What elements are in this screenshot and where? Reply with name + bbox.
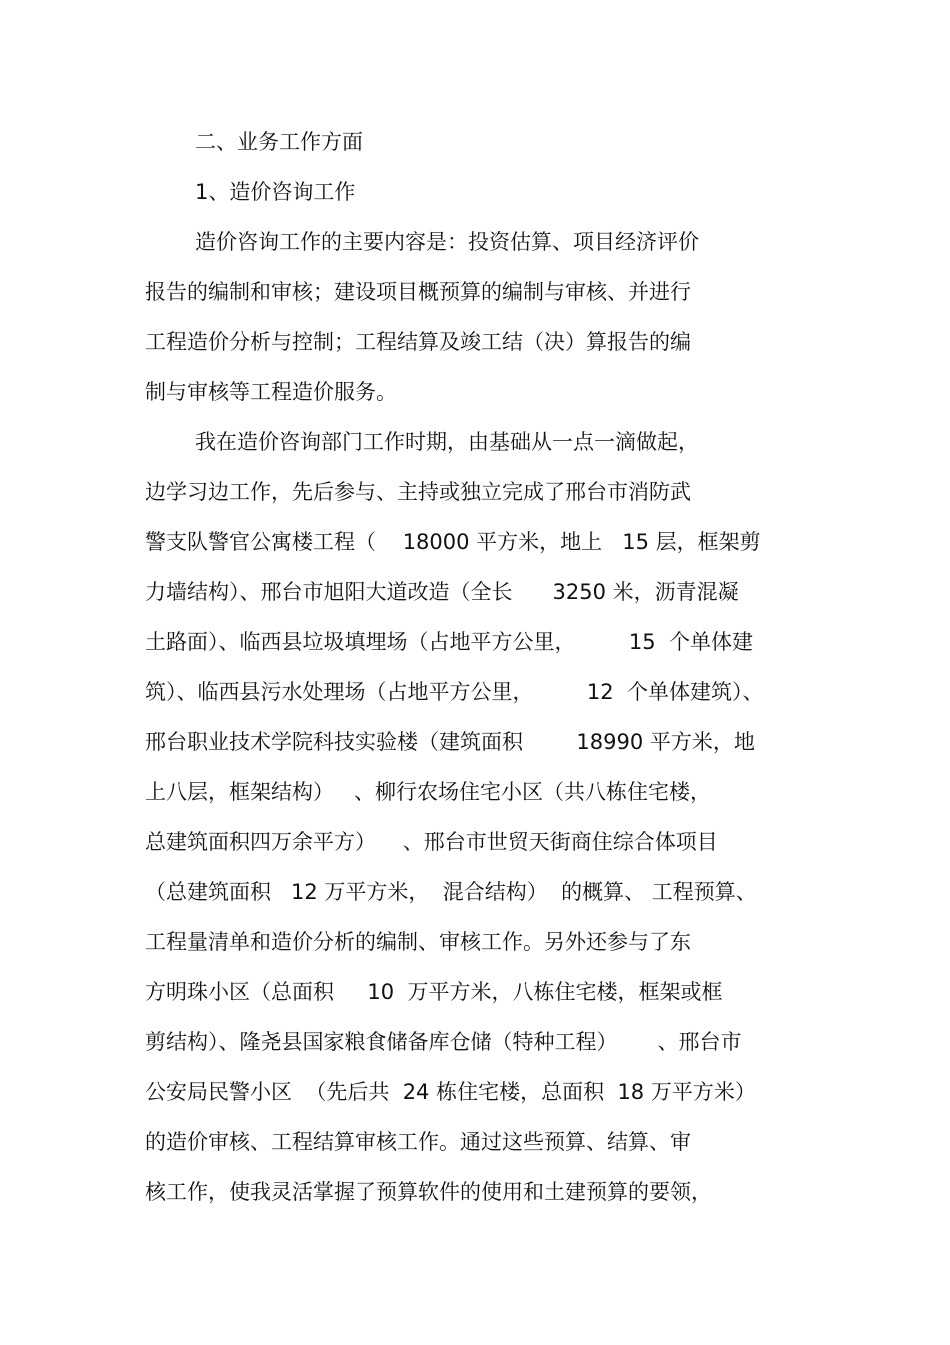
paragraph-line: 我在造价咨询部门工作时期，由基础从一点一滴做起， bbox=[195, 430, 699, 454]
subsection-heading: 1、造价咨询工作 bbox=[195, 180, 356, 204]
paragraph-line: 制与审核等工程造价服务。 bbox=[145, 380, 397, 404]
paragraph-line: 剪结构）、隆尧县国家粮食储备库仓储（特种工程） 、邢台市 bbox=[145, 1030, 742, 1054]
paragraph-line: （总建筑面积 12 万平方米， 混合结构） 的概算、 工程预算、 bbox=[145, 880, 757, 904]
paragraph-line: 报告的编制和审核；建设项目概预算的编制与审核、并进行 bbox=[145, 280, 691, 304]
paragraph-line: 总建筑面积四万余平方） 、邢台市世贸天街商住综合体项目 bbox=[145, 830, 718, 854]
paragraph-line: 工程造价分析与控制；工程结算及竣工结（决）算报告的编 bbox=[145, 330, 691, 354]
paragraph-line: 工程量清单和造价分析的编制、审核工作。另外还参与了东 bbox=[145, 930, 691, 954]
paragraph-line: 土路面）、临西县垃圾填埋场（占地平方公里， 15 个单体建 bbox=[145, 630, 753, 654]
paragraph-line: 邢台职业技术学院科技实验楼（建筑面积 18990 平方米，地 bbox=[145, 730, 755, 754]
section-heading: 二、业务工作方面 bbox=[195, 130, 363, 154]
paragraph-line: 方明珠小区（总面积 10 万平方米，八栋住宅楼，框架或框 bbox=[145, 980, 723, 1004]
paragraph-line: 上八层，框架结构） 、柳行农场住宅小区（共八栋住宅楼， bbox=[145, 780, 712, 804]
paragraph-line: 核工作，使我灵活掌握了预算软件的使用和土建预算的要领， bbox=[145, 1180, 712, 1204]
paragraph-line: 筑）、临西县污水处理场（占地平方公里， 12 个单体建筑）、 bbox=[145, 680, 764, 704]
paragraph-line: 力墙结构）、邢台市旭阳大道改造（全长 3250 米，沥青混凝 bbox=[145, 580, 739, 604]
paragraph-line: 的造价审核、工程结算审核工作。通过这些预算、结算、审 bbox=[145, 1130, 691, 1154]
paragraph-line: 造价咨询工作的主要内容是：投资估算、项目经济评价 bbox=[195, 230, 699, 254]
paragraph-line: 警支队警官公寓楼工程（ 18000 平方米，地上 15 层，框架剪 bbox=[145, 530, 761, 554]
paragraph-line: 公安局民警小区 （先后共 24 栋住宅楼，总面积 18 万平方米） bbox=[145, 1080, 756, 1104]
paragraph-line: 边学习边工作，先后参与、主持或独立完成了邢台市消防武 bbox=[145, 480, 691, 504]
